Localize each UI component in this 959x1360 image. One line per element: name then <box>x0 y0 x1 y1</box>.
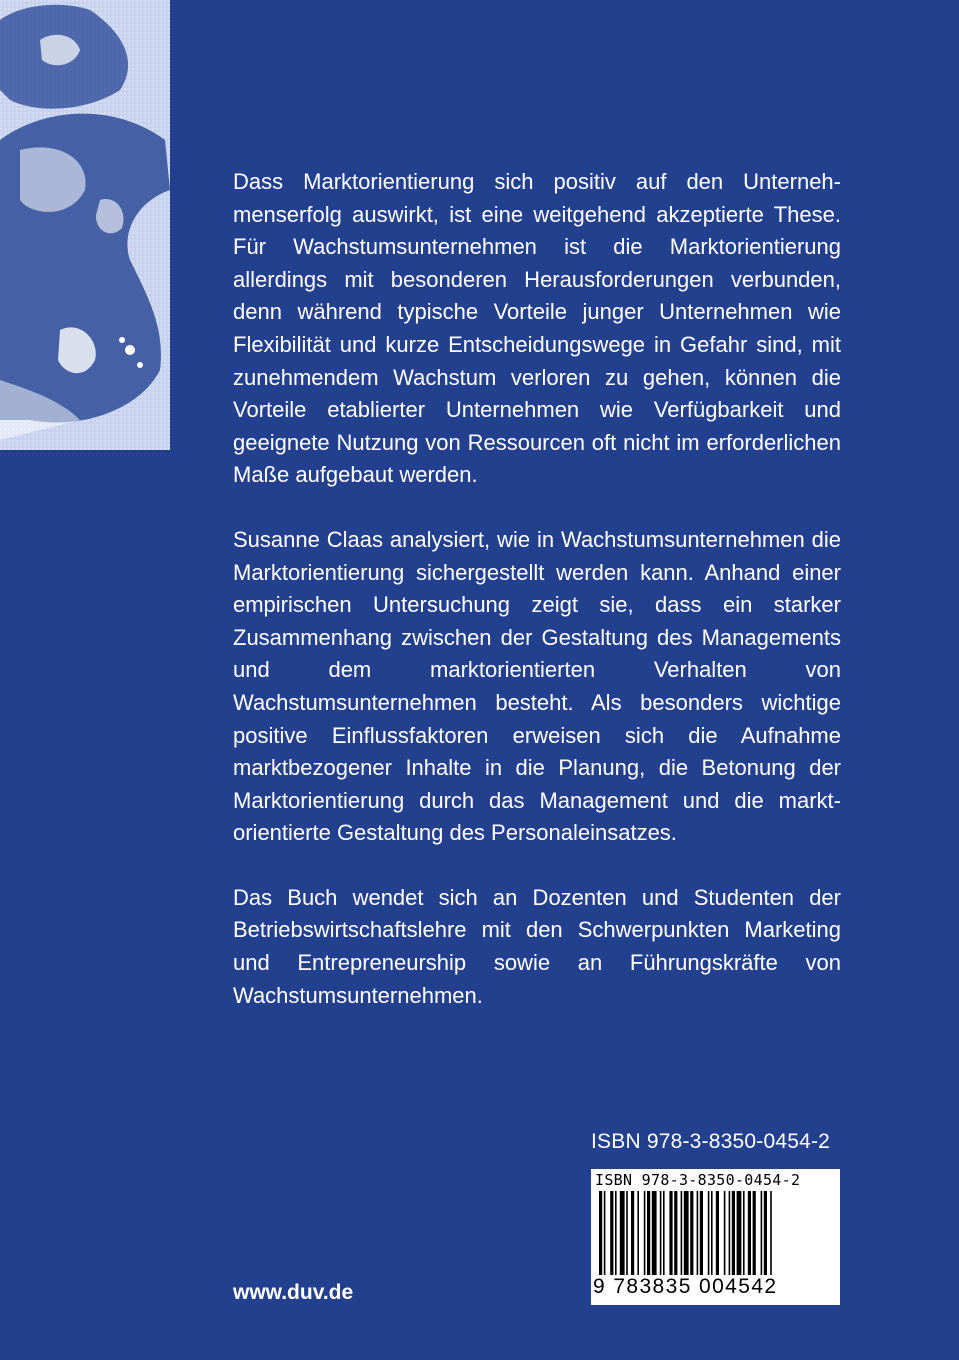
barcode-isbn-text: ISBN 978-3-8350-0454-2 <box>595 1171 801 1189</box>
barcode-bars-icon <box>597 1191 834 1285</box>
isbn-barcode <box>591 1169 840 1305</box>
barcode-digits: 9 783835 004542 <box>593 1275 838 1299</box>
publisher-website: www.duv.de <box>233 1281 354 1304</box>
paragraph-1: Dass Marktorientierung sich positiv auf den Unternehmenserfolg auswirkt, ist eine weitgehend akzeptierte These. Für Wachstumsunternehmen ist die Marktorientierung allerdings mit besonderen Herausforderungen verbunden, denn während typische Vorteile junger Unternehmen wie Flexibilität und kurze Entscheidungswege in Gefahr sind, mit zunehmendem Wachstum verloren zu gehen, können die Vorteile etablierter Unternehmen wie Verfügbarkeit und geeignete Nutzung von Ressourcen oft nicht im erforderlichen Maße aufgebaut werden. <box>233 169 841 488</box>
paragraph-2: Susanne Claas analysiert, wie in Wachstumsunternehmen die Marktorientierung sichergestellt werden kann. Anhand einer empirischen Untersuchung zeigt sie, dass ein starker Zusammenhang zwischen der Gestaltung des Managements und dem marktorientierten Verhalten von Wachstumsunternehmen besteht. Als besonders wichtige positive Einflussfaktoren erweisen sich die Aufnahme marktbezogener Inhalte in die Planung, die Betonung der Marktorientierung durch das Management und die marktorientierte Gestaltung des Personaleinsatzes. <box>233 526 841 846</box>
back-cover-text <box>233 166 841 1044</box>
paragraph-3: Das Buch wendet sich an Dozenten und Studenten der Betriebswirtschaftslehre mit den Schwerpunkten Marketing und Entrepreneurship sowie an Führungskräfte von Wachstumsunternehmen. <box>233 884 841 1008</box>
isbn-label: ISBN 978-3-8350-0454-2 <box>591 1130 831 1153</box>
globe-illustration-icon <box>0 0 170 460</box>
